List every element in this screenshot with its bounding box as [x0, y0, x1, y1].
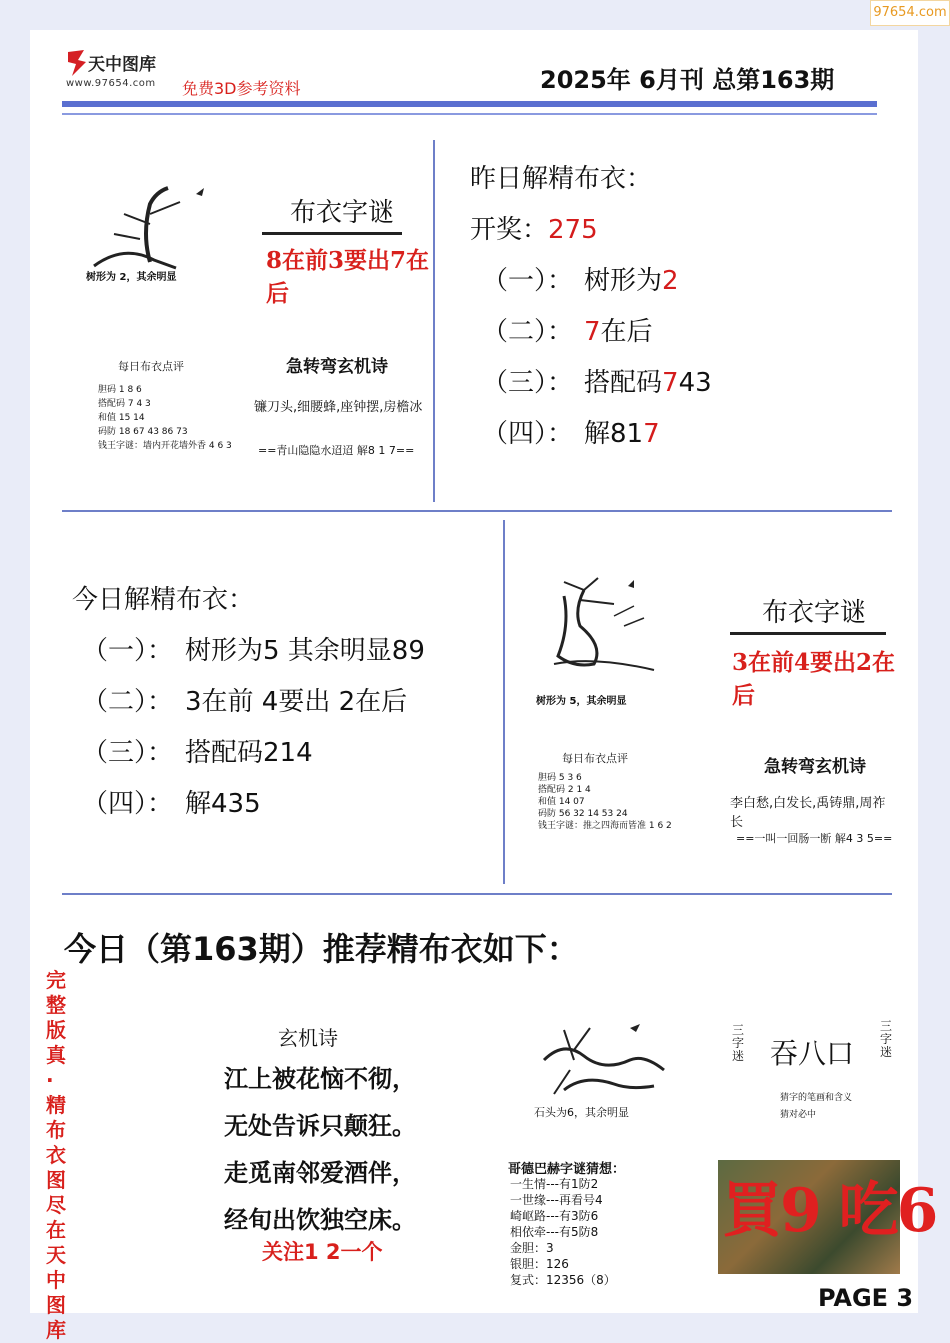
item-text: 解81 [584, 419, 644, 449]
goedel-line: 银胆：126 [510, 1257, 569, 1271]
item-label: （四）： [482, 419, 574, 449]
buy-text: 買9 吃6 [722, 1176, 937, 1246]
item-label: （三）： [482, 368, 574, 398]
item-label: （一）： [482, 266, 574, 296]
poem-line: 无处告诉只颠狂。 [224, 1112, 416, 1140]
daily-line: 码防 18 67 43 86 73 [98, 427, 188, 437]
item-label: （一）： [82, 636, 174, 666]
logo [64, 48, 174, 96]
item-label: （二）： [482, 317, 574, 347]
daily-lines [538, 772, 672, 832]
poem-heading: 玄机诗 [278, 1026, 338, 1050]
item-red: 7 [643, 419, 660, 449]
divider-horizontal-1 [62, 510, 892, 512]
item-text: 树形为5 其余明显89 [185, 636, 425, 666]
stone-caption: 石头为6，其余明显 [534, 1106, 629, 1119]
header-rule-thin [62, 113, 877, 115]
logo-mark-icon [64, 48, 90, 78]
yesterday-item [482, 256, 712, 307]
poem-title: 急转弯玄机诗 [286, 357, 388, 377]
daily-title: 每日布衣点评 [562, 752, 628, 765]
poem-line: 镰刀头,细腰蜂,座钟摆,房檐冰 [254, 400, 423, 415]
yesterday-item [482, 358, 712, 409]
today-item [82, 779, 425, 830]
poem-line: 李白愁,白发长,禹铸鼎,周祚长 [730, 796, 886, 830]
poem-line: 江上被花恼不彻， [224, 1065, 416, 1093]
sanzi-side-left: 三字迷 [732, 1023, 745, 1063]
item-red: 7 [662, 368, 679, 398]
daily-line: 和值 14 07 [538, 797, 585, 807]
daily-line: 和值 15 14 [98, 413, 145, 423]
daily-line: 搭配码 2 1 4 [538, 785, 591, 795]
sanzi-main: 吞八口 [770, 1037, 855, 1070]
item-tail: 在后 [600, 317, 653, 347]
poem-footer: ==青山隐隐水迢迢 解8 1 7== [258, 444, 415, 457]
item-red: 2 [662, 266, 679, 296]
today-item [82, 728, 425, 779]
poem-footer: ==一叫一回肠一断 解4 3 5== [736, 832, 893, 845]
yesterday-title: 昨日解精布衣： [470, 164, 653, 194]
daily-lines [98, 383, 232, 453]
riddle-red: 8在前3要出7在后 [266, 247, 430, 307]
goedel-line: 崎岖路---有3防6 [510, 1209, 599, 1223]
poem-line: 走觅南邻爱酒伴， [224, 1159, 416, 1187]
tree-drawing-icon [84, 184, 214, 274]
draw-value: 275 [548, 215, 598, 245]
recommend-heading: 今日（第163期）推荐精布衣如下： [64, 930, 579, 968]
daily-line: 胆码 5 3 6 [538, 773, 582, 783]
goedel-line: 一世缘---再看号4 [510, 1193, 603, 1207]
goedel-title: 哥德巴赫字谜猜想： [508, 1162, 626, 1177]
divider-horizontal-2 [62, 893, 892, 895]
divider-vertical-mid [503, 520, 505, 884]
item-text: 搭配码214 [185, 738, 313, 768]
goedel-line: 相依牵---有5防8 [510, 1225, 599, 1239]
daily-line: 胆码 1 8 6 [98, 385, 142, 395]
riddle-red: 3在前4要出2在后 [732, 649, 896, 709]
sanzi-hint2: 猜对必中 [780, 1110, 817, 1120]
poem-title: 急转弯玄机诗 [764, 757, 866, 777]
divider-vertical-top [433, 140, 435, 502]
poem-line: 经旬出饮独空床。 [224, 1206, 416, 1234]
poem-note: 关注1 2一个 [262, 1240, 383, 1264]
draw-label: 开奖： [470, 215, 549, 245]
tree-caption: 树形为 5，其余明显 [536, 696, 627, 707]
daily-line: 钱王字谜：墙内开花墙外香 4 6 3 [98, 441, 232, 451]
today-items [82, 626, 425, 830]
goedel-line: 一生情---有1防2 [510, 1177, 599, 1191]
item-text: 树形为 [584, 266, 663, 296]
daily-title: 每日布衣点评 [118, 360, 184, 373]
buy-image [718, 1160, 937, 1274]
goedel-line: 金胆：3 [510, 1241, 554, 1255]
item-text: 解435 [185, 789, 261, 819]
item-text: 3在前 4要出 2在后 [185, 687, 408, 717]
item-label: （三）： [82, 738, 174, 768]
side-vertical-text: 完整版真·精布衣图尽在天中图库 [46, 968, 66, 1342]
yesterday-item [482, 409, 712, 460]
item-label: （二）： [82, 687, 174, 717]
daily-line: 搭配码 7 4 3 [98, 399, 151, 409]
sanzi-side-right: 三字迷 [880, 1019, 893, 1059]
issue-title: 2025年 6月刊 总第163期 [540, 66, 835, 94]
goedel-lines [510, 1176, 616, 1288]
item-tail: 43 [678, 368, 712, 398]
logo-url: www.97654.com [66, 78, 156, 89]
today-clip [526, 572, 896, 872]
tree-caption: 树形为 2，其余明显 [86, 272, 177, 283]
riddle-rule [262, 232, 402, 235]
daily-line: 钱王字谜：推之四海而皆准 1 6 2 [538, 821, 672, 831]
yesterday-items [482, 256, 712, 460]
goedel-line: 复式：12356（8） [510, 1273, 616, 1287]
poem-block [224, 1056, 416, 1244]
riddle-rule [730, 632, 886, 635]
logo-text: 天中图库 [88, 55, 156, 75]
yesterday-clip [70, 170, 430, 490]
item-text: 搭配码 [584, 368, 663, 398]
tree-drawing-icon [534, 576, 664, 676]
today-title: 今日解精布衣： [72, 585, 255, 615]
today-item [82, 626, 425, 677]
header-rule [62, 101, 877, 107]
item-red: 7 [584, 317, 601, 347]
today-item [82, 677, 425, 728]
daily-line: 码防 56 32 14 53 24 [538, 809, 628, 819]
page-number: PAGE 3 [818, 1284, 914, 1312]
yesterday-item [482, 307, 712, 358]
draw-result [470, 205, 598, 256]
riddle-title: 布衣字谜 [762, 598, 867, 628]
riddle-title: 布衣字谜 [290, 198, 395, 228]
tagline: 免费3D参考资料 [182, 79, 301, 98]
sanzi-hint1: 猜字的笔画和含义 [780, 1093, 853, 1103]
stone-drawing-icon [534, 1020, 674, 1100]
item-label: （四）： [82, 789, 174, 819]
site-watermark: 97654.com [870, 0, 950, 26]
